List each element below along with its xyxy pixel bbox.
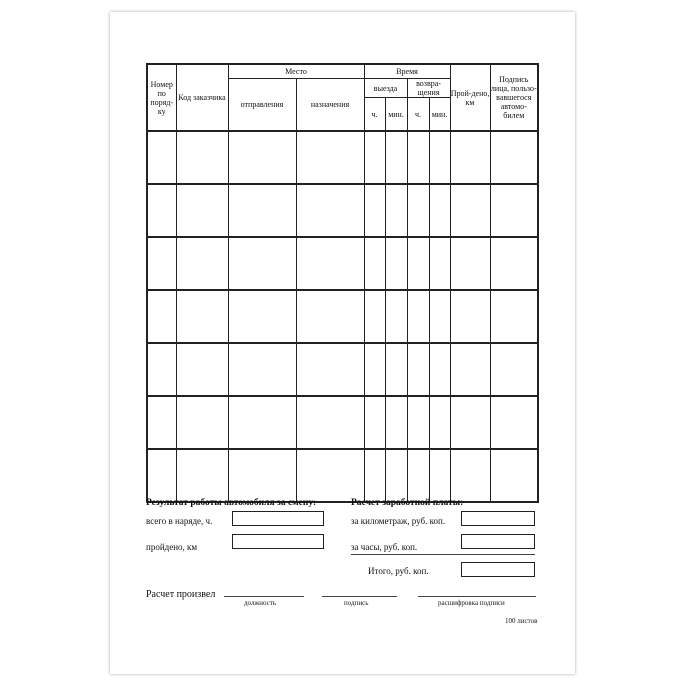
table-cell[interactable] xyxy=(407,449,429,502)
header-place-to: назначения xyxy=(296,79,364,132)
hours-in-order-field[interactable] xyxy=(232,511,324,526)
table-cell[interactable] xyxy=(385,449,407,502)
total-label: Итого, руб. коп. xyxy=(368,566,429,576)
table-cell[interactable] xyxy=(385,237,407,290)
table-cell[interactable] xyxy=(450,449,490,502)
table-cell[interactable] xyxy=(490,237,538,290)
table-cell[interactable] xyxy=(385,131,407,184)
calc-by-label: Расчет произвел xyxy=(146,589,216,600)
table-cell[interactable] xyxy=(147,131,176,184)
table-cell[interactable] xyxy=(407,131,429,184)
table-cell[interactable] xyxy=(147,343,176,396)
table-cell[interactable] xyxy=(176,290,228,343)
salary-divider xyxy=(351,554,535,555)
header-distance: Прой-дено, км xyxy=(450,64,490,131)
table-cell[interactable] xyxy=(429,237,450,290)
header-number: Номер по поряд-ку xyxy=(147,64,176,131)
per-hour-field[interactable] xyxy=(461,534,535,549)
table-cell[interactable] xyxy=(450,131,490,184)
table-cell[interactable] xyxy=(450,237,490,290)
table-cell[interactable] xyxy=(429,343,450,396)
table-cell[interactable] xyxy=(147,237,176,290)
sheets-count: 100 листов xyxy=(505,617,538,625)
table-cell[interactable] xyxy=(296,184,364,237)
per-km-label: за километраж, руб. коп. xyxy=(351,516,446,526)
table-cell[interactable] xyxy=(176,343,228,396)
table-cell[interactable] xyxy=(296,449,364,502)
table-cell[interactable] xyxy=(228,184,296,237)
decoding-line[interactable] xyxy=(418,596,536,597)
salary-title: Расчет заработной платы: xyxy=(351,498,464,508)
table-row xyxy=(147,290,538,343)
table-cell[interactable] xyxy=(228,237,296,290)
header-return: возвра-щения xyxy=(407,79,450,98)
table-cell[interactable] xyxy=(228,396,296,449)
table-cell[interactable] xyxy=(450,184,490,237)
header-departure: выезда xyxy=(364,79,407,98)
table-row xyxy=(147,131,538,184)
trip-log-table xyxy=(146,63,539,503)
table-cell[interactable] xyxy=(407,237,429,290)
header-return-hours: ч. xyxy=(407,98,429,132)
table-cell[interactable] xyxy=(490,290,538,343)
table-cell[interactable] xyxy=(450,396,490,449)
table-cell[interactable] xyxy=(364,449,385,502)
position-caption: должность xyxy=(244,599,277,607)
table-cell[interactable] xyxy=(364,343,385,396)
km-driven-label: пройдено, км xyxy=(146,542,198,552)
header-place: Место xyxy=(228,64,364,79)
table-row xyxy=(147,449,538,502)
table-cell[interactable] xyxy=(429,449,450,502)
table-cell[interactable] xyxy=(385,184,407,237)
per-km-field[interactable] xyxy=(461,511,535,526)
table-cell[interactable] xyxy=(490,184,538,237)
table-cell[interactable] xyxy=(407,343,429,396)
table-cell[interactable] xyxy=(296,396,364,449)
table-cell[interactable] xyxy=(228,449,296,502)
per-hour-label: за часы, руб. коп. xyxy=(351,542,418,552)
header-time: Время xyxy=(364,64,450,79)
table-cell[interactable] xyxy=(385,396,407,449)
table-cell[interactable] xyxy=(450,343,490,396)
table-row xyxy=(147,343,538,396)
table-cell[interactable] xyxy=(407,290,429,343)
table-cell[interactable] xyxy=(228,131,296,184)
table-cell[interactable] xyxy=(490,449,538,502)
table-cell[interactable] xyxy=(490,131,538,184)
table-cell[interactable] xyxy=(364,131,385,184)
table-cell[interactable] xyxy=(429,396,450,449)
table-cell[interactable] xyxy=(385,343,407,396)
table-cell[interactable] xyxy=(176,449,228,502)
table-cell[interactable] xyxy=(147,290,176,343)
table-cell[interactable] xyxy=(407,184,429,237)
table-cell[interactable] xyxy=(296,237,364,290)
signature-line[interactable] xyxy=(322,596,397,597)
table-cell[interactable] xyxy=(364,237,385,290)
table-cell[interactable] xyxy=(490,396,538,449)
km-driven-field[interactable] xyxy=(232,534,324,549)
position-line[interactable] xyxy=(224,596,304,597)
header-place-from: отправления xyxy=(228,79,296,132)
table-cell[interactable] xyxy=(364,396,385,449)
table-cell[interactable] xyxy=(176,184,228,237)
header-departure-hours: ч. xyxy=(364,98,385,132)
hours-in-order-label: всего в наряде, ч. xyxy=(146,516,213,526)
table-row xyxy=(147,396,538,449)
header-signature: Подпись лица, пользо-вавшегося автомо-билем xyxy=(490,64,538,131)
table-cell[interactable] xyxy=(429,131,450,184)
table-cell[interactable] xyxy=(147,184,176,237)
table-cell[interactable] xyxy=(296,343,364,396)
signature-caption: подпись xyxy=(344,599,369,607)
table-cell[interactable] xyxy=(364,290,385,343)
table-cell[interactable] xyxy=(296,131,364,184)
table-cell[interactable] xyxy=(176,131,228,184)
table-row xyxy=(147,184,538,237)
header-return-minutes: мин. xyxy=(429,98,450,132)
table-cell[interactable] xyxy=(228,290,296,343)
results-title: Результат работы автомобиля за смену: xyxy=(146,498,317,508)
header-departure-minutes: мин. xyxy=(385,98,407,132)
total-field[interactable] xyxy=(461,562,535,577)
table-row xyxy=(147,237,538,290)
table-cell[interactable] xyxy=(176,237,228,290)
table-cell[interactable] xyxy=(147,396,176,449)
decoding-caption: расшифровка подписи xyxy=(438,599,505,607)
table-cell[interactable] xyxy=(407,396,429,449)
table-cell[interactable] xyxy=(364,184,385,237)
table-cell[interactable] xyxy=(429,184,450,237)
table-cell[interactable] xyxy=(228,343,296,396)
table-cell[interactable] xyxy=(450,290,490,343)
table-cell[interactable] xyxy=(147,449,176,502)
table-cell[interactable] xyxy=(176,396,228,449)
table-cell[interactable] xyxy=(385,290,407,343)
header-customer-code: Код заказчика xyxy=(176,64,228,131)
table-cell[interactable] xyxy=(429,290,450,343)
table-cell[interactable] xyxy=(296,290,364,343)
table-cell[interactable] xyxy=(490,343,538,396)
